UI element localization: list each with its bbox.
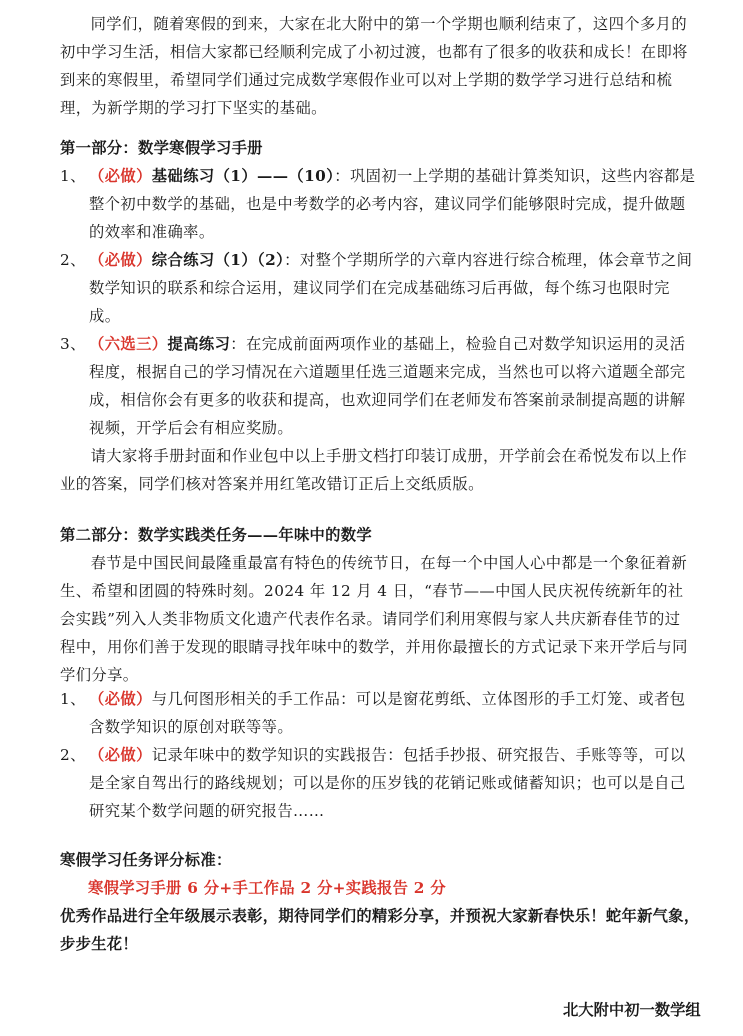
optional-tag: （六选三） <box>89 335 168 353</box>
item-number: 2、 <box>60 251 86 269</box>
required-tag: （必做） <box>89 690 152 708</box>
part2-item-1 <box>60 685 700 741</box>
intro-paragraph: 同学们，随着寒假的到来，大家在北大附中的第一个学期也顺利结束了，这四个多月的初中学习生活，相信大家都已经顺利完成了小初过渡，也都有了很多的收获和成长！在即将到来的寒假里，希望同学们通过完成数学寒假作业可以对上学期的数学学习进行总结和梳理，为新学期的学习打下坚实的基础。 <box>60 15 688 117</box>
item-number: 2、 <box>60 746 86 764</box>
required-tag: （必做） <box>89 746 152 764</box>
item-text: 与几何图形相关的手工作品：可以是窗花剪纸、立体图形的手工灯笼、或者包含数学知识的原创对联等等。 <box>89 690 686 736</box>
part1-heading: 第一部分：数学寒假学习手册 <box>60 139 263 157</box>
item-number: 1、 <box>60 690 86 708</box>
part2-heading: 第二部分：数学实践类任务——年味中的数学 <box>60 526 372 544</box>
closing-text: 优秀作品进行全年级展示表彰，期待同学们的精彩分享，并预祝大家新春快乐！蛇年新气象，步步生花！ <box>60 907 700 953</box>
item-title: 基础练习（1）——（10） <box>151 167 335 185</box>
item-title: 综合练习（1）（2） <box>151 251 285 269</box>
item-number: 1、 <box>60 167 86 185</box>
scoring-heading: 寒假学习任务评分标准： <box>60 851 232 869</box>
part1-note: 请大家将手册封面和作业包中以上手册文档打印装订成册，开学前会在希悦发布以上作业的答案，同学们核对答案并用红笔改错订正后上交纸质版。 <box>60 447 688 493</box>
part1-item-1 <box>60 162 700 246</box>
part1-item-2 <box>60 246 700 330</box>
item-title: 提高练习 <box>167 335 231 353</box>
item-text: ：在完成前面两项作业的基础上，检验自己对数学知识运用的灵活程度，根据自己的学习情况在六道题里任选三道题来完成，当然也可以将六道题全部完成，相信你会有更多的收获和提高，也欢迎同学们在老师发布答案前录制提高题的讲解视频，开学后会有相应奖励。 <box>89 335 686 437</box>
item-text: 记录年味中的数学知识的实践报告：包括手抄报、研究报告、手账等等，可以是全家自驾出行的路线规划；可以是你的压岁钱的花销记账或储蓄知识；也可以是自己研究某个数学问题的研究报告…… <box>89 746 686 820</box>
required-tag: （必做） <box>89 167 152 185</box>
part2-item-2 <box>60 741 700 825</box>
required-tag: （必做） <box>89 251 152 269</box>
item-number: 3、 <box>60 335 86 353</box>
part2-paragraph: 春节是中国民间最隆重最富有特色的传统节日，在每一个中国人心中都是一个象征着新生、希望和团圆的特殊时刻。2024 年 12 月 4 日，“春节——中国人民庆祝传统新年的社会实践”列入人类非物质文化遗产代表作名录。请同学们利用寒假与家人共庆新春佳节的过程中，用你们善于发现的眼睛寻找年味中的数学，并用你最擅长的方式记录下来开学后与同学们分享。 <box>60 554 688 684</box>
item-text: ：对整个学期所学的六章内容进行综合梳理，体会章节之间数学知识的联系和综合运用，建议同学们在完成基础练习后再做，每个练习也限时完成。 <box>89 251 693 325</box>
scoring-line: 寒假学习手册 6 分+手工作品 2 分+实践报告 2 分 <box>88 879 446 897</box>
signature: 北大附中初一数学组 <box>563 1001 701 1019</box>
part1-item-3 <box>60 330 700 442</box>
item-text: ：巩固初一上学期的基础计算类知识，这些内容都是整个初中数学的基础，也是中考数学的必考内容，建议同学们能够限时完成，提升做题的效率和准确率。 <box>89 167 696 241</box>
